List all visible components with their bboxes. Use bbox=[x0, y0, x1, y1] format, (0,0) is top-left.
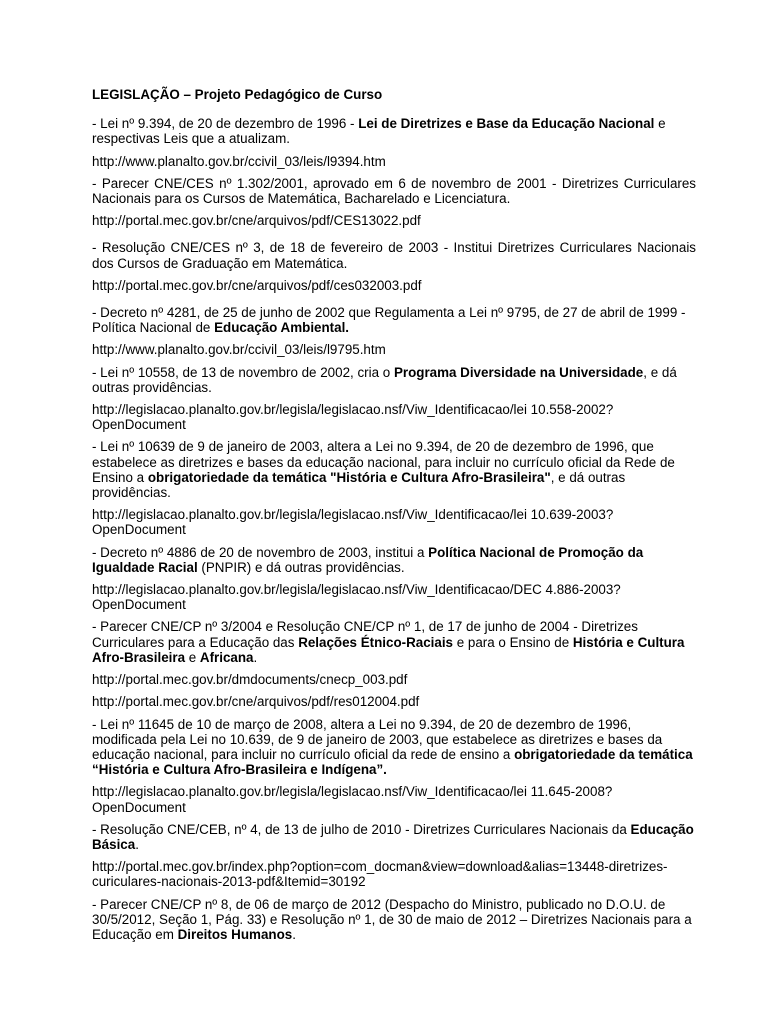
document-title: LEGISLAÇÃO – Projeto Pedagógico de Curso bbox=[92, 87, 383, 102]
entry-text: - Lei nº 10639 de 9 de janeiro de 2003, altera a Lei no 9.394, de 20 de dezembro de 1996, que estabelece as diretrizes e bases da educação nacional, para incluir no currículo oficial da Rede de Ensino a bbox=[92, 439, 675, 485]
entry-text: - Parecer CNE/CES nº 1.302/2001, aprovado em 6 de novembro de 2001 - Diretrizes Curriculares Nacionais para os Cursos de Matemática, Bacharelado e Licenciatura. bbox=[92, 175, 696, 207]
entry-text: . bbox=[292, 926, 296, 942]
legislation-entry bbox=[92, 717, 696, 778]
legislation-entry bbox=[92, 240, 696, 270]
legislation-list bbox=[92, 116, 696, 942]
reference-url: http://legislacao.planalto.gov.br/legisla/legislacao.nsf/Viw_Identificacao/lei 10.639-2003?OpenDocument bbox=[92, 507, 614, 538]
legislation-entry bbox=[92, 116, 696, 146]
legislation-entry bbox=[92, 545, 696, 575]
entry-text: - Parecer CNE/CP nº 8, de 06 de março de 2012 (Despacho do Ministro, publicado no D.O.U. de 30/5/2012, Seção 1, Pág. 33) e Resolução nº 1, de 30 de maio de 2012 – Diretrizes Nacionais para a Educação em bbox=[92, 896, 692, 942]
entry-text: . bbox=[253, 649, 258, 665]
reference-url: http://www.planalto.gov.br/ccivil_03/leis/l9394.htm bbox=[92, 153, 386, 169]
reference-url: http://legislacao.planalto.gov.br/legisla/legislacao.nsf/Viw_Identificacao/lei 11.645-2008?OpenDocument bbox=[92, 784, 613, 815]
reference-url: http://portal.mec.gov.br/dmdocuments/cnecp_003.pdf bbox=[92, 672, 408, 688]
entry-bold-text: Programa Diversidade na Universidade bbox=[393, 364, 644, 380]
entry-text: - Resolução CNE/CES nº 3, de 18 de fevereiro de 2003 - Institui Diretrizes Curriculares Nacionais dos Cursos de Graduação em Matemática. bbox=[92, 240, 696, 271]
entry-bold-text: obrigatoriedade da temática “História e Cultura Afro-Brasileira e Indígena”. bbox=[92, 746, 693, 778]
legislation-entry bbox=[92, 619, 696, 665]
entry-text: (PNPIR) e dá outras providências. bbox=[197, 559, 405, 575]
entry-text: - Lei nº 9.394, de 20 de dezembro de 1996 - bbox=[92, 116, 359, 132]
legislation-entry bbox=[92, 365, 696, 395]
reference-url: http://www.planalto.gov.br/ccivil_03/leis/l9795.htm bbox=[92, 342, 386, 358]
entry-text: e bbox=[185, 649, 200, 665]
entry-text: e para o Ensino de bbox=[453, 634, 573, 650]
reference-url: http://legislacao.planalto.gov.br/legisla/legislacao.nsf/Viw_Identificacao/DEC 4.886-2003?OpenDocument bbox=[92, 582, 621, 613]
entry-bold-text: obrigatoriedade da temática "História e Cultura Afro-Brasileira" bbox=[147, 469, 551, 485]
entry-text: - Resolução CNE/CEB, nº 4, de 13 de julho de 2010 - Diretrizes Curriculares Nacionais da bbox=[92, 821, 631, 837]
legislation-entry bbox=[92, 897, 696, 943]
reference-url: http://portal.mec.gov.br/cne/arquivos/pdf/CES13022.pdf bbox=[92, 213, 421, 229]
entry-bold-text: Lei de Diretrizes e Base da Educação Nacional bbox=[358, 116, 655, 132]
entry-bold-text: Relações Étnico-Raciais bbox=[298, 634, 453, 650]
entry-text: , e dá outras providências. bbox=[92, 469, 626, 501]
entry-bold-text: Direitos Humanos bbox=[177, 926, 293, 942]
legislation-entry bbox=[92, 305, 696, 335]
reference-url: http://portal.mec.gov.br/cne/arquivos/pdf/ces032003.pdf bbox=[92, 277, 422, 293]
entry-text: - Decreto nº 4281, de 25 de junho de 2002 que Regulamenta a Lei nº 9795, de 27 de abril de 1999 - Política Nacional de bbox=[92, 305, 686, 336]
entry-text: - Parecer CNE/CP nº 3/2004 e Resolução CNE/CP nº 1, de 17 de junho de 2004 - Diretrizes Curriculares para a Educação das bbox=[92, 619, 638, 650]
entry-text: , e dá outras providências. bbox=[92, 364, 677, 395]
entry-text: e respectivas Leis que a atualizam. bbox=[92, 116, 666, 147]
legislation-entry bbox=[92, 822, 696, 852]
entry-text: - Decreto nº 4886 de 20 de novembro de 2003, institui a bbox=[92, 544, 429, 560]
entry-text: - Lei nº 10558, de 13 de novembro de 2002, cria o bbox=[92, 364, 394, 380]
entry-bold-text: Educação Básica bbox=[92, 821, 694, 852]
entry-text: - Lei nº 11645 de 10 de março de 2008, altera a Lei no 9.394, de 20 de dezembro de 1996, modificada pela Lei no 10.639, de 9 de janeiro de 2003, que estabelece as diretrizes e bases da educação nacional, para incluir no currículo oficial da rede de ensino a bbox=[92, 716, 663, 762]
entry-text: . bbox=[135, 836, 139, 852]
reference-url: http://portal.mec.gov.br/index.php?option=com_docman&view=download&alias=13448-diretrizes-curiculares-nacionais-2013-pdf&Itemid=30192 bbox=[92, 859, 668, 890]
reference-url: http://portal.mec.gov.br/cne/arquivos/pdf/res012004.pdf bbox=[92, 694, 420, 710]
entry-bold-text: Educação Ambiental. bbox=[214, 320, 350, 336]
entry-bold-text: Africana bbox=[199, 649, 254, 665]
entry-bold-text: História e Cultura Afro-Brasileira bbox=[92, 634, 685, 665]
legislation-entry bbox=[92, 176, 696, 206]
reference-url: http://legislacao.planalto.gov.br/legisla/legislacao.nsf/Viw_Identificacao/lei 10.558-2002?OpenDocument bbox=[92, 402, 614, 433]
legislation-entry bbox=[92, 439, 696, 500]
entry-bold-text: Política Nacional de Promoção da Igualdade Racial bbox=[92, 544, 644, 575]
